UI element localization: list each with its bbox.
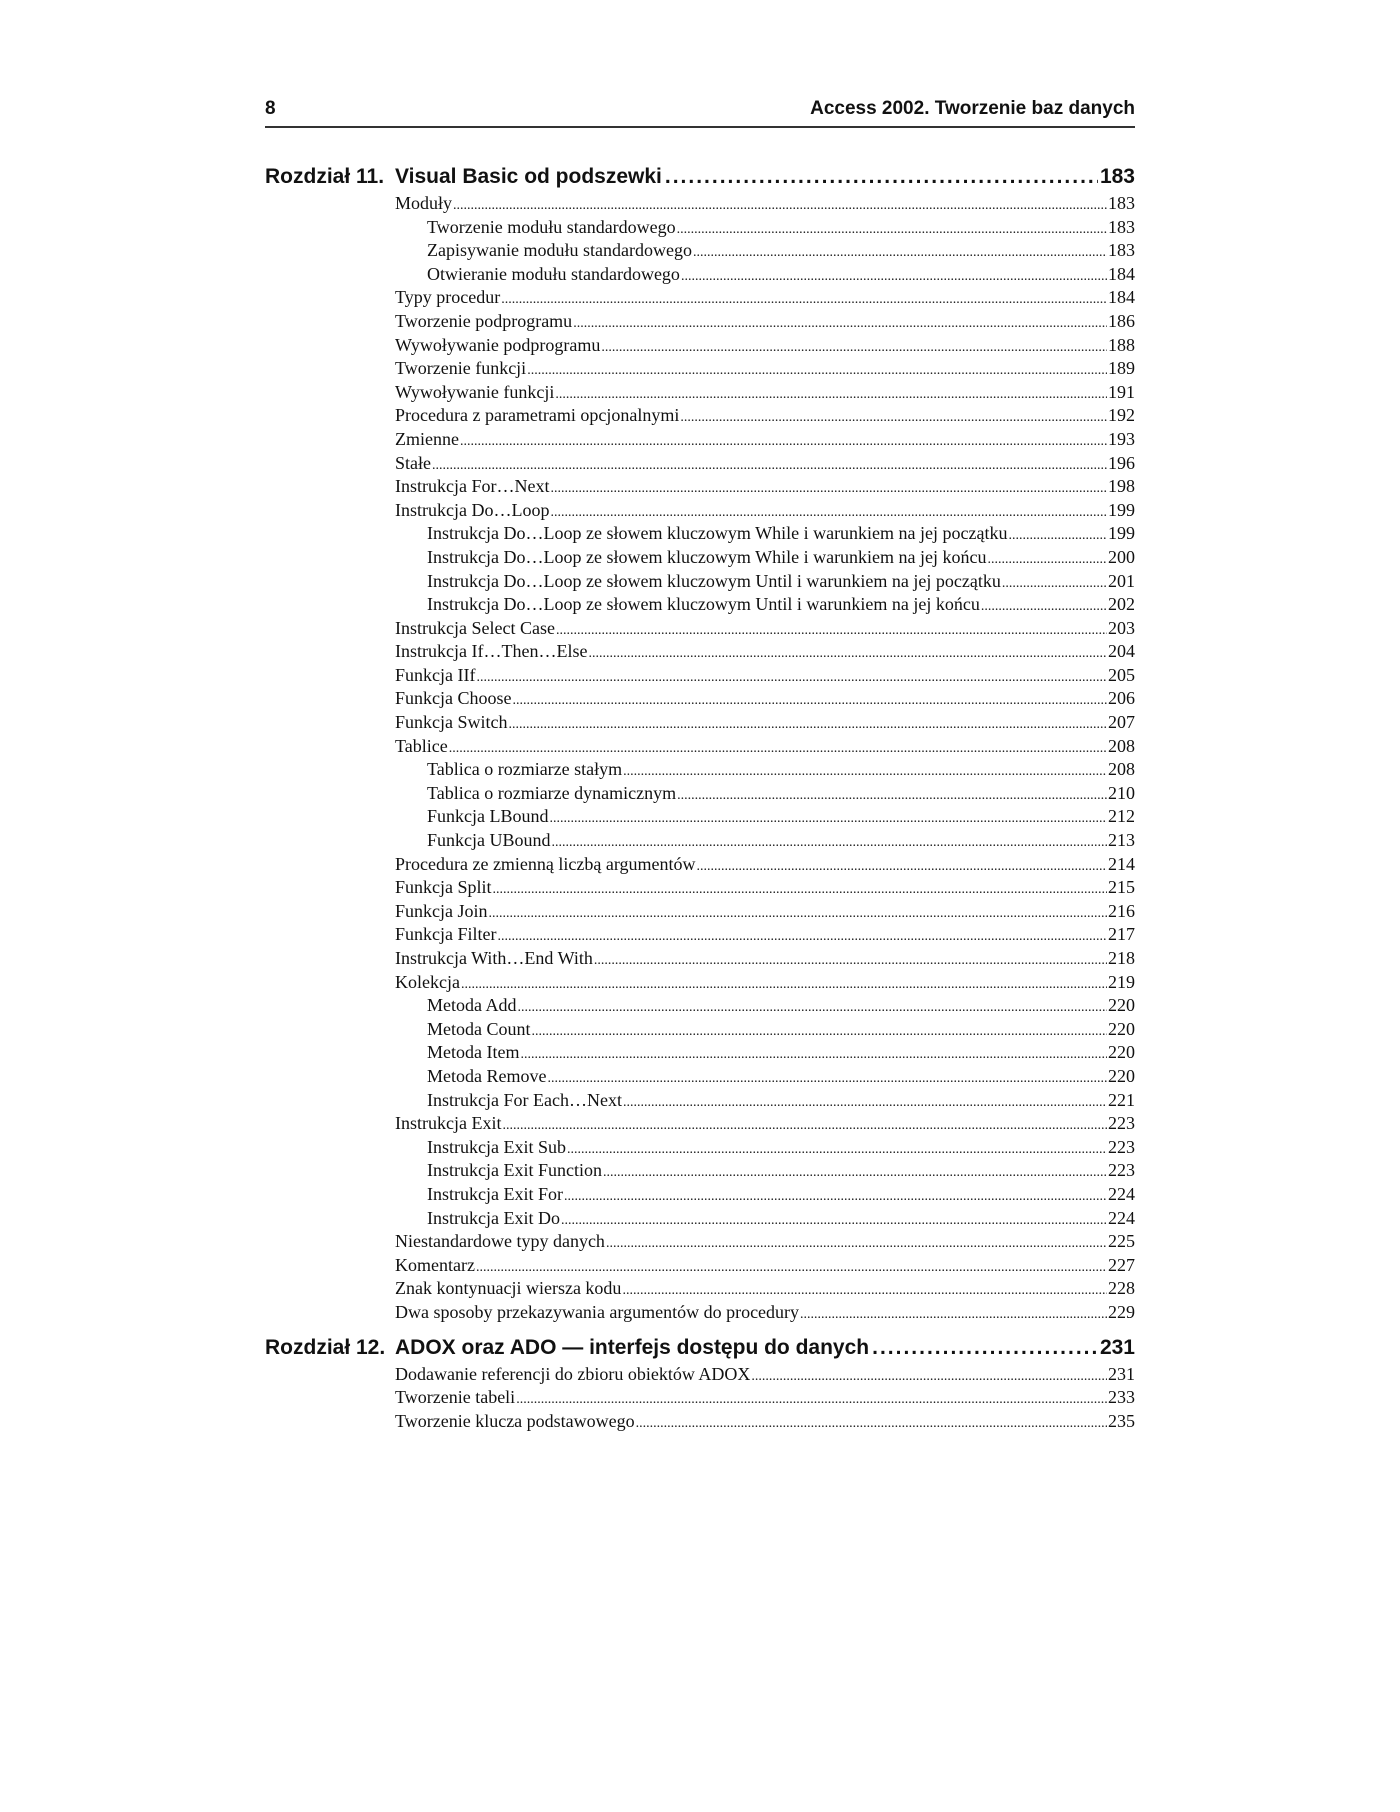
entry-title: Tworzenie klucza podstawowego — [395, 1410, 635, 1431]
entry-title: Tworzenie modułu standardowego — [427, 216, 676, 237]
toc-entry[interactable] — [395, 876, 1135, 900]
entry-title: Instrukcja Exit Function — [427, 1160, 602, 1181]
entry-title: Funkcja Join — [395, 900, 488, 921]
entry-title: Funkcja IIf — [395, 664, 476, 685]
entry-title: Procedura z parametrami opcjonalnymi — [395, 405, 680, 426]
entry-page: 221 — [1108, 1089, 1135, 1110]
toc-subentry[interactable] — [395, 263, 1135, 287]
entry-page: 229 — [1108, 1301, 1135, 1322]
dot-leader — [751, 1365, 1107, 1389]
entry-page: 218 — [1108, 948, 1135, 968]
entry-title: Znak kontynuacji wiersza kodu — [395, 1278, 622, 1299]
dot-leader — [502, 1114, 1107, 1138]
dot-leader — [567, 1138, 1107, 1162]
running-head — [265, 98, 1135, 128]
toc-entry[interactable] — [395, 1277, 1135, 1301]
dot-leader — [532, 1020, 1108, 1044]
entry-page: 183 — [1108, 240, 1135, 261]
entry-title: Procedura ze zmienną liczbą argumentów — [395, 853, 696, 874]
toc-subentry[interactable] — [395, 1159, 1135, 1183]
toc-subentry[interactable] — [395, 1018, 1135, 1042]
entry-page: 224 — [1108, 1183, 1135, 1204]
dot-leader — [518, 996, 1108, 1020]
dot-leader — [476, 666, 1107, 690]
dot-leader — [1002, 572, 1107, 596]
entry-title: Instrukcja For…Next — [395, 476, 550, 497]
toc-entry[interactable] — [395, 853, 1135, 877]
dot-leader — [449, 737, 1107, 761]
dot-leader — [588, 642, 1107, 666]
entry-title: Typy procedur — [395, 287, 501, 308]
dot-leader — [594, 949, 1107, 973]
entry-title: Instrukcja Do…Loop ze słowem kluczowym Until i warunkiem na jej końcu — [427, 594, 980, 615]
toc-entry[interactable] — [395, 452, 1135, 476]
toc-subentry[interactable] — [395, 1207, 1135, 1231]
toc-entry[interactable] — [395, 475, 1135, 499]
dot-leader — [498, 925, 1108, 949]
entry-title: Metoda Add — [427, 995, 517, 1016]
chapter-block — [265, 162, 1135, 1325]
toc-subentry[interactable] — [395, 829, 1135, 853]
entry-title: Instrukcja Do…Loop — [395, 499, 550, 520]
entry-title: Funkcja Filter — [395, 924, 497, 945]
toc-entry[interactable] — [395, 640, 1135, 664]
entry-page: 225 — [1108, 1231, 1135, 1252]
dot-leader — [527, 359, 1107, 383]
entry-page: 205 — [1108, 664, 1135, 685]
entry-page: 207 — [1108, 712, 1135, 733]
toc-entry[interactable] — [395, 735, 1135, 759]
dot-leader — [680, 406, 1107, 430]
entry-title: Moduły — [395, 193, 453, 213]
entry-title: Tworzenie podprogramu — [395, 310, 573, 331]
dot-leader — [460, 430, 1107, 454]
dot-leader — [623, 1091, 1107, 1115]
chapter-heading[interactable] — [265, 162, 1135, 192]
entry-page: 188 — [1108, 334, 1135, 355]
entry-title: Instrukcja Exit For — [427, 1183, 563, 1204]
toc-subentry[interactable] — [395, 593, 1135, 617]
dot-leader — [622, 1279, 1107, 1303]
toc-subentry[interactable] — [395, 216, 1135, 240]
chapter-label: Rozdział 11. — [265, 165, 385, 188]
entry-page: 204 — [1108, 641, 1135, 662]
book-title: Access 2002. Tworzenie baz danych — [810, 98, 1135, 119]
toc-subentry[interactable] — [395, 805, 1135, 829]
dot-leader — [697, 855, 1107, 879]
dot-leader — [550, 501, 1107, 525]
chapter-page: 231 — [1099, 1335, 1135, 1359]
entry-page: 183 — [1108, 193, 1135, 213]
dot-leader — [636, 1412, 1107, 1436]
toc-entry[interactable] — [395, 357, 1135, 381]
entry-page: 201 — [1108, 570, 1135, 591]
dot-leader — [489, 902, 1108, 926]
entry-page: 199 — [1108, 499, 1135, 520]
dot-leader — [800, 1303, 1107, 1327]
toc-entry[interactable] — [395, 687, 1135, 711]
entry-title: Funkcja Split — [395, 877, 492, 898]
entry-title: Instrukcja Select Case — [395, 617, 555, 638]
dot-leader — [693, 241, 1107, 265]
entry-title: Tablice — [395, 735, 448, 756]
entry-title: Wywoływanie podprogramu — [395, 334, 601, 355]
toc-subentry[interactable] — [395, 1089, 1135, 1113]
dot-leader — [677, 218, 1107, 242]
entry-title: Funkcja LBound — [427, 806, 549, 827]
toc-entry[interactable] — [395, 381, 1135, 405]
toc-entry[interactable] — [395, 192, 1135, 216]
entry-title: Metoda Remove — [427, 1065, 547, 1086]
toc-subentry[interactable] — [395, 1041, 1135, 1065]
entry-page: 200 — [1108, 546, 1135, 567]
entry-page: 219 — [1108, 971, 1135, 992]
entry-page: 184 — [1108, 287, 1135, 308]
dot-leader — [623, 760, 1107, 784]
entry-page: 183 — [1108, 216, 1135, 237]
toc-entry[interactable] — [395, 404, 1135, 428]
chapter-page: 183 — [1099, 165, 1135, 188]
toc-entry[interactable] — [395, 923, 1135, 947]
entry-title: Wywoływanie funkcji — [395, 381, 555, 402]
entry-page: 184 — [1108, 263, 1135, 284]
entry-title: Instrukcja For Each…Next — [427, 1089, 622, 1110]
dot-leader — [606, 1232, 1107, 1256]
entry-title: Zapisywanie modułu standardowego — [427, 240, 692, 261]
entry-page: 193 — [1108, 428, 1135, 449]
entry-page: 220 — [1108, 1065, 1135, 1086]
entry-page: 186 — [1108, 310, 1135, 331]
entry-page: 223 — [1108, 1113, 1135, 1134]
toc-subentry[interactable] — [395, 546, 1135, 570]
dot-leader — [552, 831, 1108, 855]
section-list — [395, 1363, 1135, 1434]
dot-leader — [493, 878, 1107, 902]
chapter-heading[interactable] — [265, 1333, 1135, 1363]
table-of-contents — [265, 162, 1135, 1433]
entry-title: Metoda Count — [427, 1018, 531, 1039]
entry-page: 203 — [1108, 617, 1135, 638]
entry-page: 220 — [1108, 1042, 1135, 1063]
entry-page: 224 — [1108, 1207, 1135, 1228]
chapter-title: Visual Basic od podszewki — [395, 165, 662, 188]
entry-title: Instrukcja Do…Loop ze słowem kluczowym While i warunkiem na jej końcu — [427, 546, 987, 567]
toc-subentry[interactable] — [395, 1136, 1135, 1160]
entry-page: 208 — [1108, 759, 1135, 780]
entry-title: Instrukcja Exit Sub — [427, 1136, 566, 1157]
toc-entry[interactable] — [395, 499, 1135, 523]
entry-title: Instrukcja If…Then…Else — [395, 641, 588, 662]
entry-page: 214 — [1108, 853, 1135, 874]
entry-page: 206 — [1108, 688, 1135, 709]
entry-page: 192 — [1108, 405, 1135, 426]
dot-leader — [432, 454, 1107, 478]
entry-page: 235 — [1108, 1410, 1135, 1431]
toc-subentry[interactable] — [395, 570, 1135, 594]
toc-entry[interactable] — [395, 1386, 1135, 1410]
entry-page: 198 — [1108, 476, 1135, 497]
toc-subentry[interactable] — [395, 758, 1135, 782]
dot-leader — [555, 383, 1107, 407]
dot-leader — [561, 1209, 1107, 1233]
toc-subentry[interactable] — [395, 1183, 1135, 1207]
dot-leader — [677, 784, 1107, 808]
entry-page: 191 — [1108, 381, 1135, 402]
entry-title: Instrukcja Do…Loop ze słowem kluczowym While i warunkiem na jej początku — [427, 523, 1008, 544]
chapter-block — [265, 1333, 1135, 1434]
dot-leader — [509, 713, 1108, 737]
toc-subentry[interactable] — [395, 782, 1135, 806]
toc-entry[interactable] — [395, 1112, 1135, 1136]
toc-entry[interactable] — [395, 617, 1135, 641]
dot-leader — [601, 336, 1107, 360]
entry-page: 215 — [1108, 877, 1135, 898]
dot-leader — [564, 1185, 1107, 1209]
toc-subentry[interactable] — [395, 1065, 1135, 1089]
entry-page: 212 — [1108, 806, 1135, 827]
dot-leader — [1009, 524, 1108, 548]
entry-page: 228 — [1108, 1278, 1135, 1299]
toc-entry[interactable] — [395, 1230, 1135, 1254]
page-number: 8 — [265, 98, 276, 119]
entry-page: 220 — [1108, 1018, 1135, 1039]
toc-entry[interactable] — [395, 428, 1135, 452]
dot-leader — [681, 265, 1107, 289]
entry-title: Stałe — [395, 452, 431, 473]
dot-leader — [665, 162, 1098, 192]
toc-entry[interactable] — [395, 286, 1135, 310]
dot-leader — [520, 1043, 1107, 1067]
dot-leader — [547, 1067, 1107, 1091]
entry-page: 220 — [1108, 995, 1135, 1016]
entry-title: Funkcja UBound — [427, 830, 551, 851]
section-list — [395, 192, 1135, 1325]
entry-page: 210 — [1108, 782, 1135, 803]
toc-subentry[interactable] — [395, 522, 1135, 546]
dot-leader — [453, 194, 1107, 218]
entry-title: Instrukcja Do…Loop ze słowem kluczowym Until i warunkiem na jej początku — [427, 570, 1001, 591]
entry-title: Otwieranie modułu standardowego — [427, 263, 680, 284]
entry-page: 199 — [1108, 523, 1135, 544]
toc-subentry[interactable] — [395, 994, 1135, 1018]
entry-title: Tablica o rozmiarze stałym — [427, 759, 623, 780]
dot-leader — [461, 973, 1107, 997]
dot-leader — [476, 1256, 1107, 1280]
entry-page: 233 — [1108, 1387, 1135, 1408]
toc-entry[interactable] — [395, 711, 1135, 735]
toc-entry[interactable] — [395, 310, 1135, 334]
entry-title: Funkcja Choose — [395, 688, 512, 709]
entry-page: 216 — [1108, 900, 1135, 921]
chapter-label: Rozdział 12. — [265, 1335, 386, 1359]
entry-page: 223 — [1108, 1160, 1135, 1181]
entry-page: 202 — [1108, 594, 1135, 615]
dot-leader — [501, 288, 1107, 312]
entry-title: Komentarz — [395, 1254, 475, 1275]
entry-title: Tworzenie tabeli — [395, 1387, 516, 1408]
dot-leader — [550, 477, 1107, 501]
entry-page: 227 — [1108, 1254, 1135, 1275]
entry-page: 231 — [1108, 1363, 1135, 1384]
entry-title: Zmienne — [395, 428, 459, 449]
chapter-title: ADOX oraz ADO — interfejs dostępu do danych — [395, 1335, 870, 1359]
entry-title: Dodawanie referencji do zbioru obiektów ADOX — [395, 1363, 751, 1384]
entry-title: Instrukcja With…End With — [395, 948, 593, 968]
dot-leader — [550, 807, 1108, 831]
entry-title: Instrukcja Exit — [395, 1113, 502, 1134]
dot-leader — [513, 689, 1108, 713]
entry-page: 217 — [1108, 924, 1135, 945]
entry-title: Tworzenie funkcji — [395, 358, 527, 379]
toc-entry[interactable] — [395, 664, 1135, 688]
toc-entry[interactable] — [395, 1363, 1135, 1387]
toc-subentry[interactable] — [395, 239, 1135, 263]
toc-entry[interactable] — [395, 1254, 1135, 1278]
entry-page: 223 — [1108, 1136, 1135, 1157]
dot-leader — [516, 1388, 1107, 1412]
dot-leader — [872, 1333, 1098, 1363]
toc-entry[interactable] — [395, 971, 1135, 995]
entry-page: 208 — [1108, 735, 1135, 756]
entry-page: 189 — [1108, 358, 1135, 379]
toc-entry[interactable] — [395, 1301, 1135, 1325]
dot-leader — [556, 619, 1107, 643]
toc-entry[interactable] — [395, 334, 1135, 358]
dot-leader — [988, 548, 1107, 572]
entry-title: Tablica o rozmiarze dynamicznym — [427, 782, 677, 803]
entry-title: Dwa sposoby przekazywania argumentów do procedury — [395, 1301, 800, 1322]
entry-title: Kolekcja — [395, 971, 460, 992]
entry-title: Metoda Item — [427, 1042, 520, 1063]
toc-entry[interactable] — [395, 947, 1135, 971]
entry-title: Niestandardowe typy danych — [395, 1231, 605, 1252]
dot-leader — [981, 595, 1107, 619]
entry-title: Funkcja Switch — [395, 712, 508, 733]
dot-leader — [573, 312, 1107, 336]
entry-page: 196 — [1108, 452, 1135, 473]
toc-entry[interactable] — [395, 1410, 1135, 1434]
dot-leader — [603, 1161, 1107, 1185]
entry-title: Instrukcja Exit Do — [427, 1207, 560, 1228]
entry-page: 213 — [1108, 830, 1135, 851]
toc-entry[interactable] — [395, 900, 1135, 924]
